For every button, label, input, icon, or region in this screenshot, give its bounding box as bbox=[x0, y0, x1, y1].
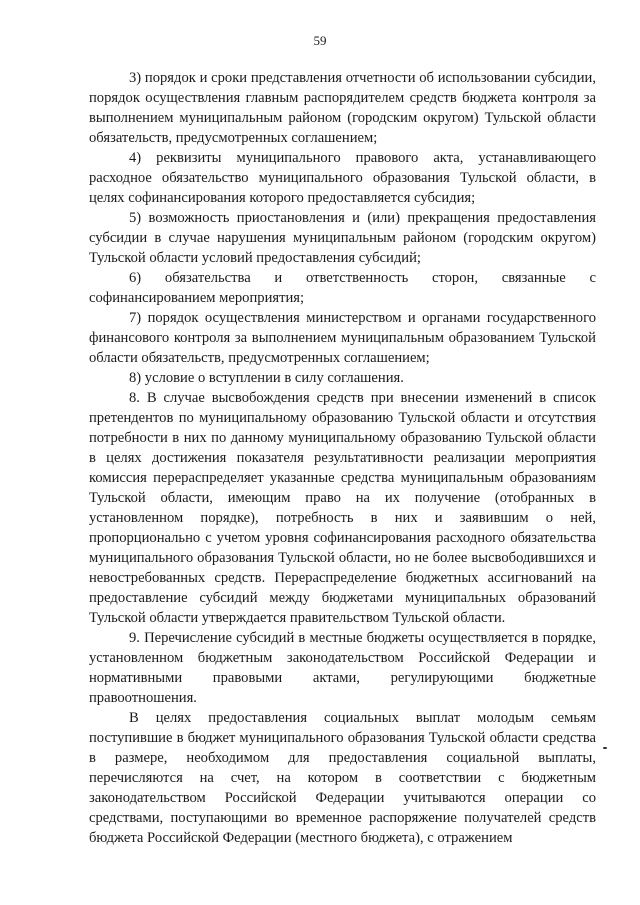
paragraph-section-9: 9. Перечисление субсидий в местные бюджеты осуществляется в порядке, установленном бюджетным законодательством Российской Федерации и нормативными правовыми актами, регулирующими бюджетные правоотношения. bbox=[89, 630, 596, 706]
paragraph-social-payments: В целях предоставления социальных выплат молодым семьям поступившие в бюджет муниципального образования Тульской области средства в размере, необходимом для предоставления социальной выплаты, перечисляются на счет, на котором в соответствии с бюджетным законодательством Российской Федерации учитываются операции со средствами, поступающими во временное распоряжение получателей средств бюджета Российской Федерации (местного бюджета), с отражением bbox=[89, 710, 596, 846]
scan-speck bbox=[603, 747, 607, 749]
document-body bbox=[89, 68, 596, 848]
paragraph-item-3: 3) порядок и сроки представления отчетности об использовании субсидии, порядок осуществления главным распорядителем средств бюджета контроля за выполнением муниципальным районом (городским округом) Тульской области обязательств, предусмотренных соглашением; bbox=[89, 70, 596, 146]
paragraph-item-8: 8) условие о вступлении в силу соглашения. bbox=[129, 370, 404, 386]
paragraph-item-5: 5) возможность приостановления и (или) прекращения предоставления субсидии в случае нарушения муниципальным районом (городским округом) Тульской области условий предоставления субсидий; bbox=[89, 210, 596, 266]
page-number: 59 bbox=[313, 33, 327, 48]
paragraph-item-4: 4) реквизиты муниципального правового акта, устанавливающего расходное обязательство муниципального образования Тульской области, в целях софинансирования которого предоставляется субсидия; bbox=[89, 150, 596, 206]
paragraph-item-7: 7) порядок осуществления министерством и органами государственного финансового контроля за выполнением муниципальным образованием Тульской области обязательств, предусмотренных соглашением; bbox=[89, 310, 596, 366]
paragraph-section-8: 8. В случае высвобождения средств при внесении изменений в список претендентов по муниципальному образованию Тульской области и отсутствия потребности в них по данному муниципальному образованию Тульской области в целях достижения показателя результативности реализации мероприятия комиссия перераспределяет указанные средства муниципальным образованиям Тульской области, имеющим право на их получение (отобранных в установленном порядке), потребность в них и заявившим о ней, пропорционально с учетом уровня софинансирования расходного обязательства муниципального образования Тульской области, но не более высвободившихся и невостребованных средств. Перераспределение бюджетных ассигнований на предоставление субсидий между бюджетами муниципальных образований Тульской области утверждается правительством Тульской области. bbox=[89, 390, 596, 626]
paragraph-item-6: 6) обязательства и ответственность сторон, связанные с софинансированием мероприятия; bbox=[89, 270, 596, 306]
